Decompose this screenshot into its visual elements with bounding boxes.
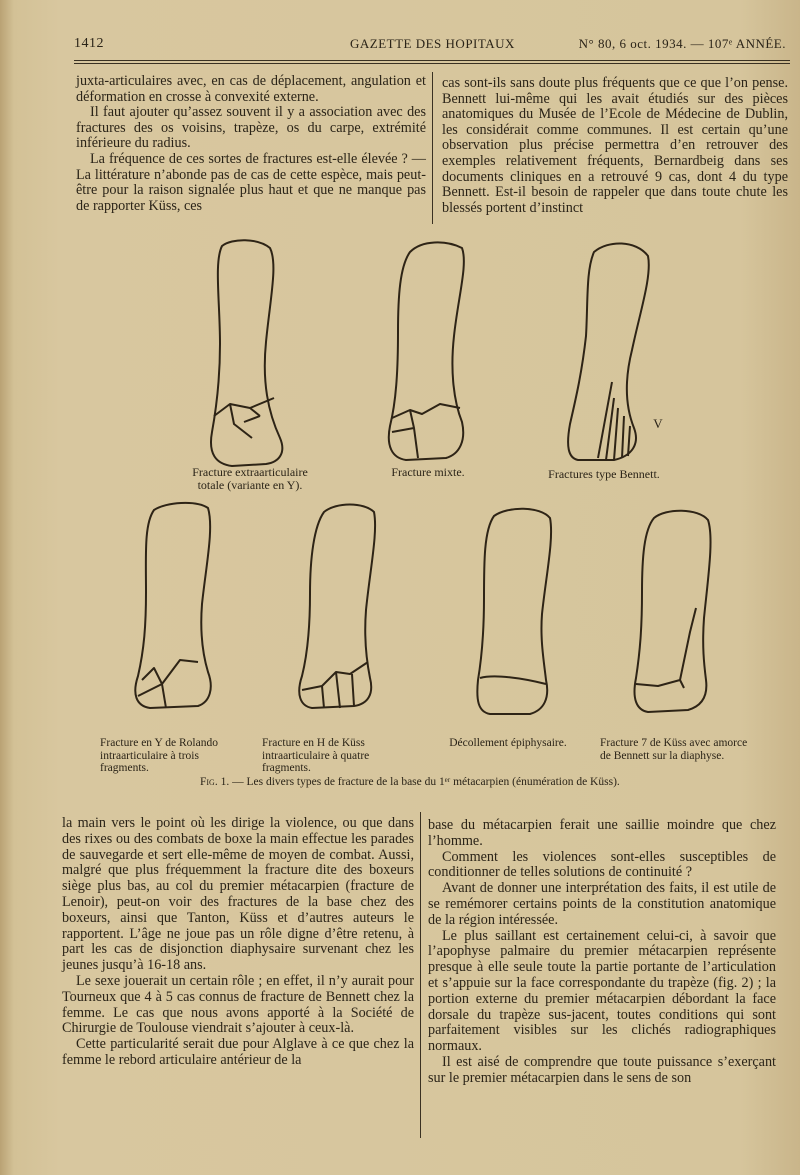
- figure-label-3: Fractures type Bennett.: [548, 467, 660, 481]
- journal-title: GAZETTE DES HOPITAUX: [350, 36, 515, 51]
- paragraph: base du métacarpien ferait une saillie moindre que chez l’homme.: [428, 817, 776, 849]
- figure-label-2: Fracture mixte.: [391, 465, 465, 479]
- bone-drawing-4: [135, 503, 210, 708]
- bone-drawing-3: [568, 243, 649, 460]
- paragraph: Cette particularité serait due pour Alglave à ce que chez la femme le rebord articulaire antérieur de la: [62, 1036, 414, 1068]
- bone-drawing-2: [389, 242, 464, 460]
- paragraph: cas sont-ils sans doute plus fréquents que ce que l’on pense. Bennett lui-même qui les avait étudiés sur des pièces anatomiques du Musée de l’Ecole de Médecine de Dublin, les considérait comme communes. Il est certain qu’une observation plus précise permettra d’en retrouver des exemples relativement fréquents, Bernardbeig dans ses documents cliniques en a retrouvé 9 cas, dont 4 du type Bennett. Est-il besoin de rappeler que dans toute chute les blessés portent d’instinct: [442, 75, 788, 216]
- paragraph: Le sexe jouerait un certain rôle ; en effet, il n’y aurait pour Tourneux que 4 à 5 cas connus de fracture de Bennett chez la femme. Le cas que nous avons apporté à la Société de Chirurgie de Toulouse viendrait s’ajouter à ceux-là.: [62, 972, 414, 1037]
- figure-label-1: Fracture extraarticulaire totale (variante en Y).: [192, 465, 308, 492]
- bone-drawing-6: [477, 509, 551, 714]
- paragraph: Avant de donner une interprétation des faits, il est utile de se remémorer certains points de la constitution anatomique de la région intéressée.: [428, 880, 776, 928]
- paragraph: La fréquence de ces sortes de fractures est-elle élevée ? — La littérature n’abonde pas de cas de cette espèce, mais peut-être pour la raison signalée plus haut et que ne manque pas de rapporter Küss, ces: [76, 150, 426, 214]
- header-rule: [74, 60, 790, 61]
- bottom-right-column: [428, 818, 776, 1087]
- figure-label-7: Fracture 7 de Küss avec amorce de Bennett sur la diaphyse.: [600, 737, 748, 762]
- top-left-column: [76, 74, 426, 214]
- paragraph: juxta-articulaires avec, en cas de déplacement, angulation et déformation en crosse à convexité externe.: [76, 73, 426, 105]
- figure-label-5: Fracture en H de Küss intraarticulaire à quatre fragments.: [262, 737, 370, 774]
- column-divider: [420, 812, 421, 1138]
- paragraph: Le plus saillant est certainement celui-ci, à savoir que l’apophyse palmaire du premier métacarpien représente presque à elle seule toute la partie portante de l’articulation et s’appuie sur la face correspondante du trapèze (fig. 2) ; la portion externe du premier métacarpien débordant la face dorsale du trapèze sus-jacent, toutes conditions qui sont parfaitement visibles sur les clichés radiographiques normaux.: [428, 927, 776, 1055]
- figure-caption: [200, 776, 720, 788]
- bottom-left-column: [62, 816, 414, 1069]
- figure-label-4: Fracture en Y de Rolando intraarticulaire à trois fragments.: [100, 737, 218, 774]
- bone-drawing-5: [299, 505, 375, 709]
- page-header: [74, 36, 786, 58]
- issue-info: N° 80, 6 oct. 1934. — 107ᵉ ANNÉE.: [578, 36, 786, 51]
- header-rule-double: [74, 63, 790, 64]
- paragraph: Il est aisé de comprendre que toute puissance s’exerçant sur le premier métacarpien dans le sens de son: [428, 1053, 776, 1086]
- figure-caption-text: — Les divers types de fracture de la base du 1ᵉʳ métacarpien (énumération de Küss).: [229, 776, 620, 788]
- page-number: 1412: [74, 36, 104, 51]
- figure-label-6: Décollement épiphysaire.: [449, 737, 567, 749]
- figure-side-mark: V: [653, 416, 663, 431]
- figure-caption-prefix: Fig. 1.: [200, 776, 230, 788]
- top-right-column: [442, 76, 788, 216]
- column-divider: [432, 72, 433, 224]
- bone-drawing-1: [211, 240, 282, 466]
- paragraph: la main vers le point où les dirige la violence, ou que dans des rixes ou des combats de boxe la main effectue les parades de sauvegarde et sert elle-même de moyen de combat. Aussi, malgré que plus fréquemment la fracture dite des boxeurs siège plus bas, au col du premier métacarpien (fracture de Lenoir), peut-on voir des fractures de la base chez des boxeurs, ainsi que Tanton, Küss et d’autres auteurs le rapportent. L’âge ne joue pas un rôle digne d’être retenu, à part les cas de disjonction diaphysaire survenant chez les jeunes jusqu’à 16-18 ans.: [62, 815, 414, 974]
- paragraph: Comment les violences sont-elles susceptibles de conditionner de telles solutions de continuité ?: [428, 848, 776, 881]
- bone-drawing-7: [635, 511, 711, 712]
- paragraph: Il faut ajouter qu’assez souvent il y a association avec des fractures des os voisins, trapèze, os du carpe, extrémité inférieure du radius.: [76, 104, 426, 152]
